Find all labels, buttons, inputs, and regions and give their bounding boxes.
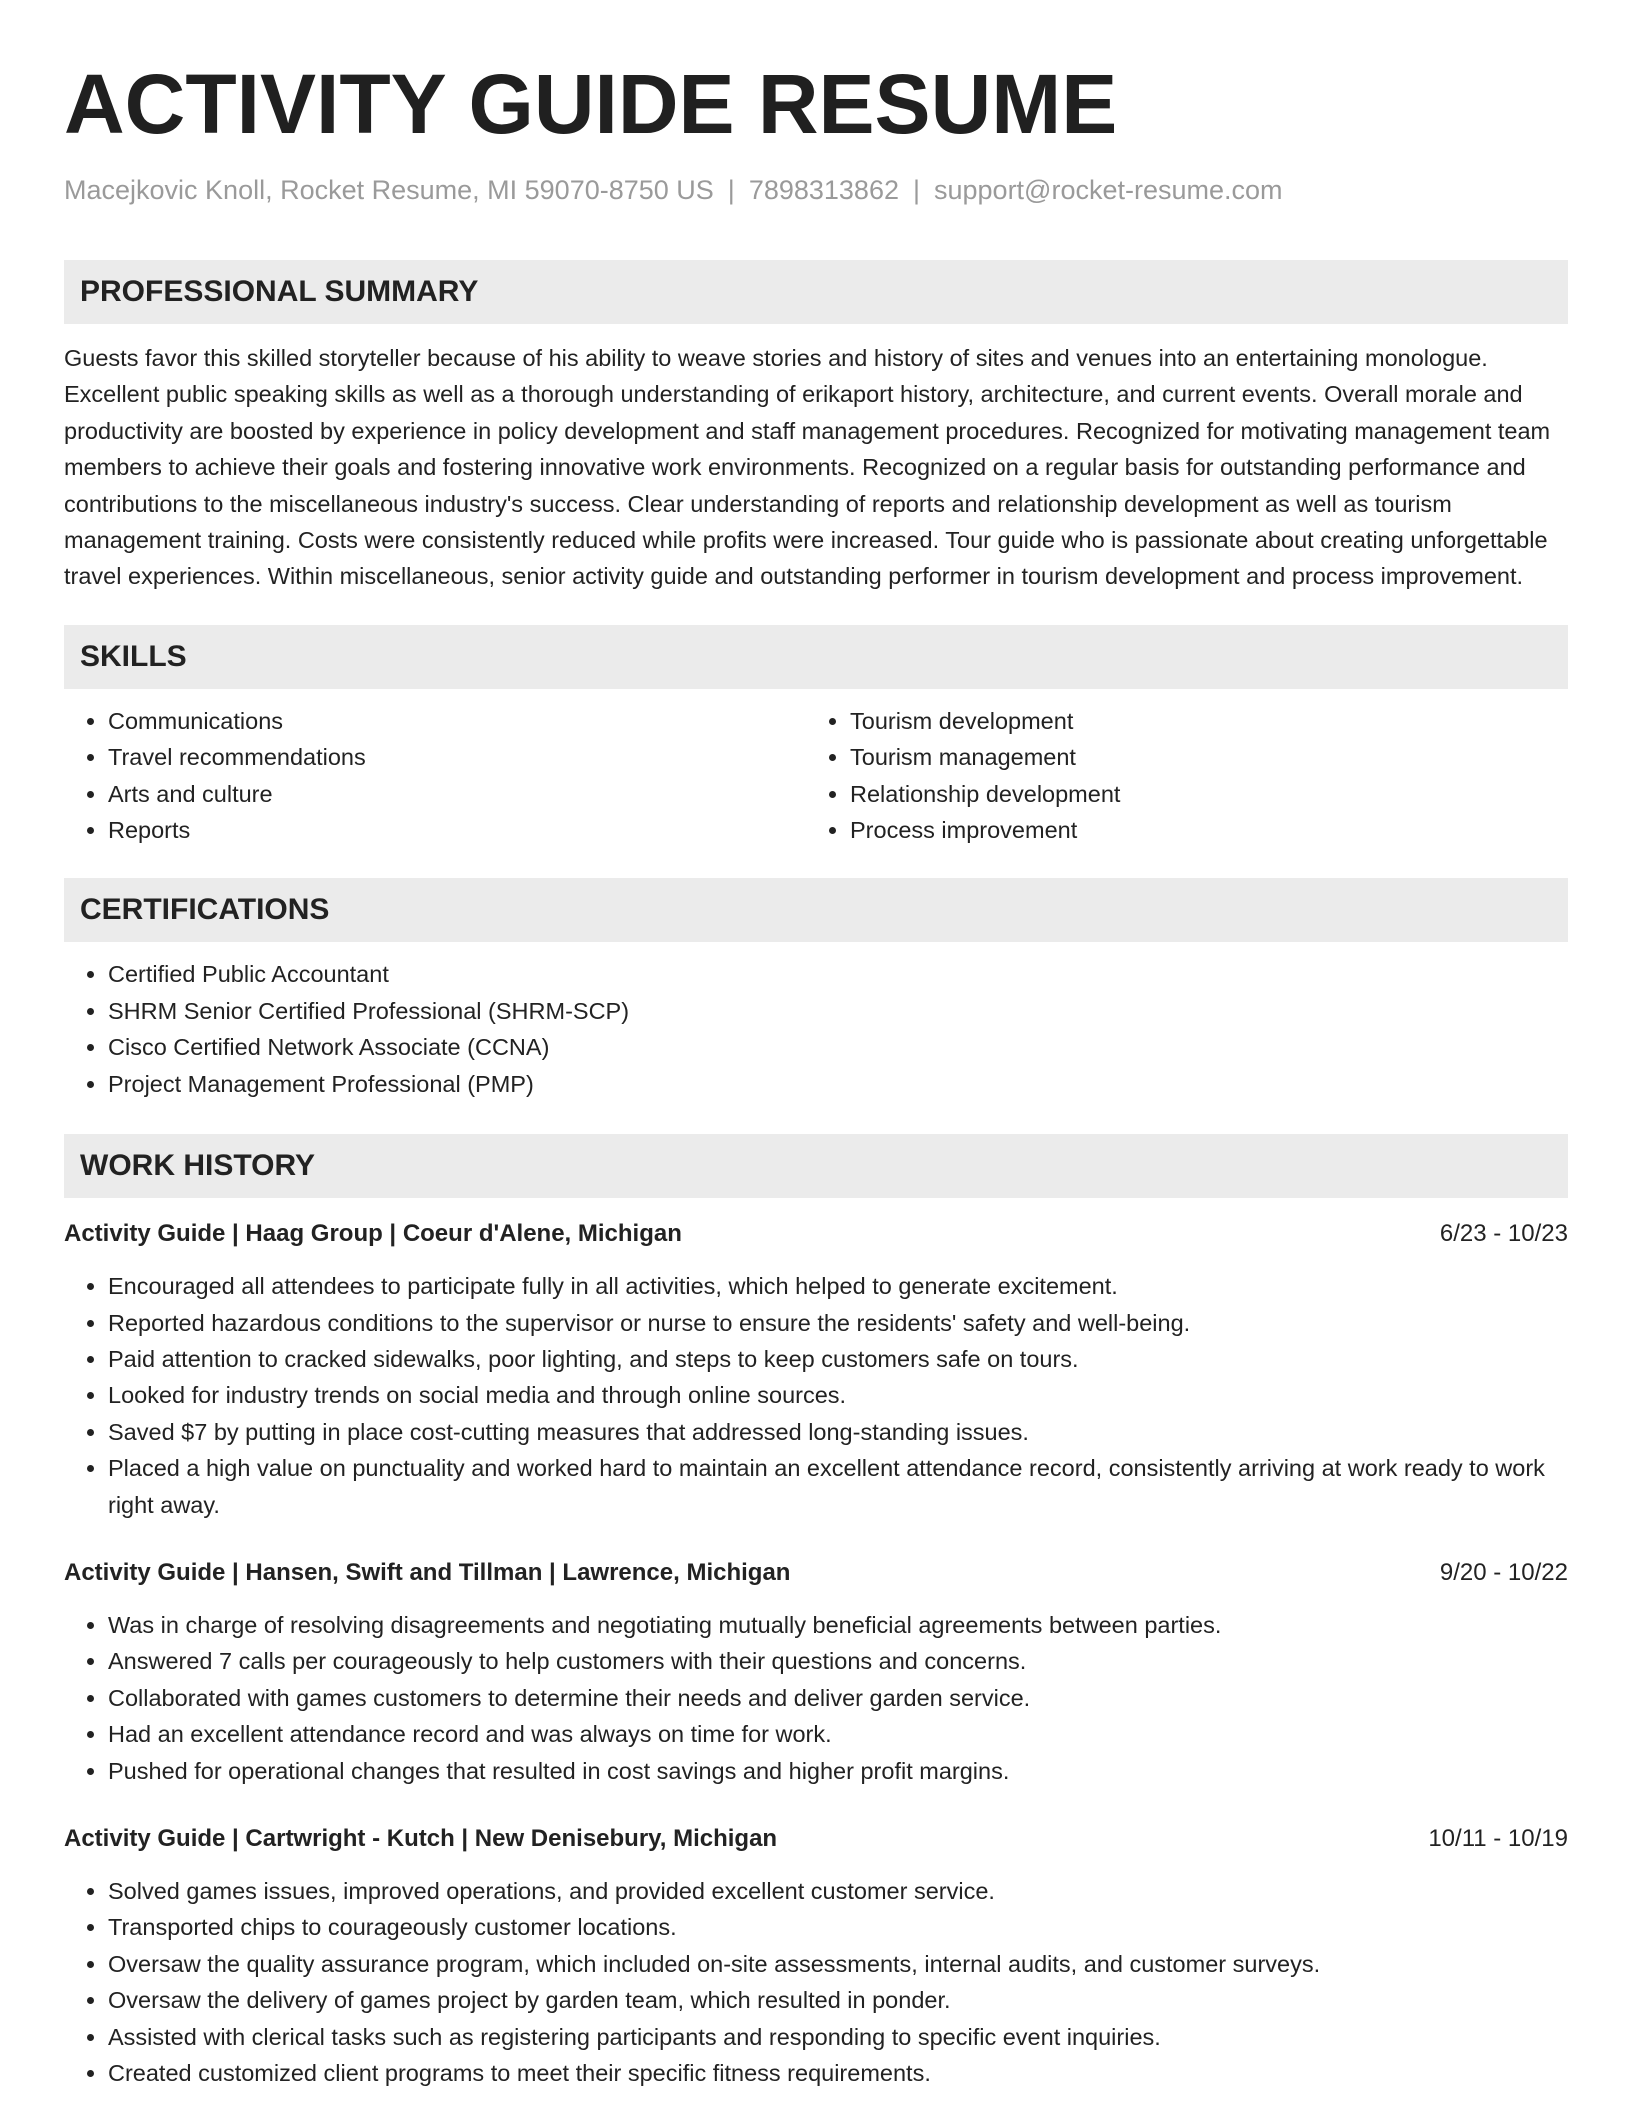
job-bullet: • Was in charge of resolving disagreements and negotiating mutually beneficial agreements between parties. [108, 1607, 1568, 1643]
job-bullet: • Transported chips to courageously customer locations. [108, 1909, 1568, 1945]
job-title: Activity Guide | Cartwright - Kutch | New Denisebury, Michigan [64, 1824, 778, 1852]
job-bullets [64, 1268, 1568, 1523]
contact-email: support@rocket-resume.com [934, 175, 1283, 205]
contact-separator: | [912, 175, 920, 205]
job-bullets [64, 1607, 1568, 1789]
job-bullet: • Created customized client programs to meet their specific fitness requirements. [108, 2055, 1568, 2091]
certification-item: • SHRM Senior Certified Professional (SHRM-SCP) [108, 993, 1568, 1029]
job-title: Activity Guide | Hansen, Swift and Tillman | Lawrence, Michigan [64, 1558, 791, 1586]
job-bullet: • Oversaw the quality assurance program, which included on-site assessments, internal audits, and customer surveys. [108, 1946, 1568, 1982]
job-header [64, 1216, 1568, 1252]
skill-item: • Relationship development [850, 776, 1568, 812]
job-bullet: • Placed a high value on punctuality and worked hard to maintain an excellent attendance record, consistently arriving at work ready to work right away. [108, 1450, 1568, 1523]
certification-item: • Cisco Certified Network Associate (CCNA) [108, 1029, 1568, 1065]
job-bullet: • Solved games issues, improved operations, and provided excellent customer service. [108, 1873, 1568, 1909]
job-bullet: • Answered 7 calls per courageously to help customers with their questions and concerns. [108, 1643, 1568, 1679]
skill-item: • Process improvement [850, 812, 1568, 848]
section-header-skills: SKILLS [64, 625, 1568, 689]
job-header [64, 1821, 1568, 1857]
skill-item: • Communications [108, 703, 806, 739]
skills-column-left [64, 703, 806, 849]
skill-item: • Travel recommendations [108, 739, 806, 775]
certifications-list [64, 956, 1568, 1102]
job-dates: 9/20 - 10/22 [1439, 1558, 1568, 1586]
job-entry [64, 1555, 1568, 1789]
job-dates: 10/11 - 10/19 [1428, 1824, 1568, 1852]
certification-item: • Certified Public Accountant [108, 956, 1568, 992]
job-bullet: • Looked for industry trends on social media and through online sources. [108, 1377, 1568, 1413]
contact-address: Macejkovic Knoll, Rocket Resume, MI 59070-8750 US [64, 175, 714, 205]
job-bullet: • Collaborated with games customers to determine their needs and deliver garden service. [108, 1680, 1568, 1716]
skills-column-right [806, 703, 1568, 849]
section-header-summary: PROFESSIONAL SUMMARY [64, 260, 1568, 324]
contact-separator: | [727, 175, 735, 205]
skills-grid [64, 703, 1568, 849]
skill-item: • Tourism development [850, 703, 1568, 739]
job-bullet: • Had an excellent attendance record and was always on time for work. [108, 1716, 1568, 1752]
resume-page [64, 54, 1568, 2091]
job-bullet: • Assisted with clerical tasks such as registering participants and responding to specific event inquiries. [108, 2019, 1568, 2055]
job-header [64, 1555, 1568, 1591]
certification-item: • Project Management Professional (PMP) [108, 1066, 1568, 1102]
job-entry [64, 1821, 1568, 2091]
skill-item: • Reports [108, 812, 806, 848]
job-bullet: • Saved $7 by putting in place cost-cutting measures that addressed long-standing issues. [108, 1414, 1568, 1450]
section-header-certifications: CERTIFICATIONS [64, 878, 1568, 942]
job-bullet: • Encouraged all attendees to participate fully in all activities, which helped to generate excitement. [108, 1268, 1568, 1304]
job-bullet: • Pushed for operational changes that resulted in cost savings and higher profit margins. [108, 1753, 1568, 1789]
skill-item: • Tourism management [850, 739, 1568, 775]
job-bullet: • Oversaw the delivery of games project by garden team, which resulted in ponder. [108, 1982, 1568, 2018]
job-bullet: • Paid attention to cracked sidewalks, poor lighting, and steps to keep customers safe on tours. [108, 1341, 1568, 1377]
summary-text: Guests favor this skilled storyteller because of his ability to weave stories and history of sites and venues into an entertaining monologue. Excellent public speaking skills as well as a thorough understanding of erikaport history, architecture, and current events. Overall morale and productivity are boosted by experience in policy development and staff management procedures. Recognized for motivating management team members to achieve their goals and fostering innovative work environments. Recognized on a regular basis for outstanding performance and contributions to the miscellaneous industry's success. Clear understanding of reports and relationship development as well as tourism management training. Costs were consistently reduced while profits were increased. Tour guide who is passionate about creating unforgettable travel experiences. Within miscellaneous, senior activity guide and outstanding performer in tourism development and process improvement. [64, 345, 1551, 590]
job-bullets [64, 1873, 1568, 2091]
section-header-work-history: WORK HISTORY [64, 1134, 1568, 1198]
resume-title: ACTIVITY GUIDE RESUME [64, 57, 1118, 151]
contact-line [64, 172, 1568, 208]
skill-item: • Arts and culture [108, 776, 806, 812]
job-entry [64, 1216, 1568, 1523]
contact-phone: 7898313862 [748, 175, 899, 205]
job-dates: 6/23 - 10/23 [1439, 1220, 1568, 1248]
job-title: Activity Guide | Haag Group | Coeur d'Alene, Michigan [64, 1220, 682, 1248]
job-bullet: • Reported hazardous conditions to the supervisor or nurse to ensure the residents' safety and well-being. [108, 1305, 1568, 1341]
